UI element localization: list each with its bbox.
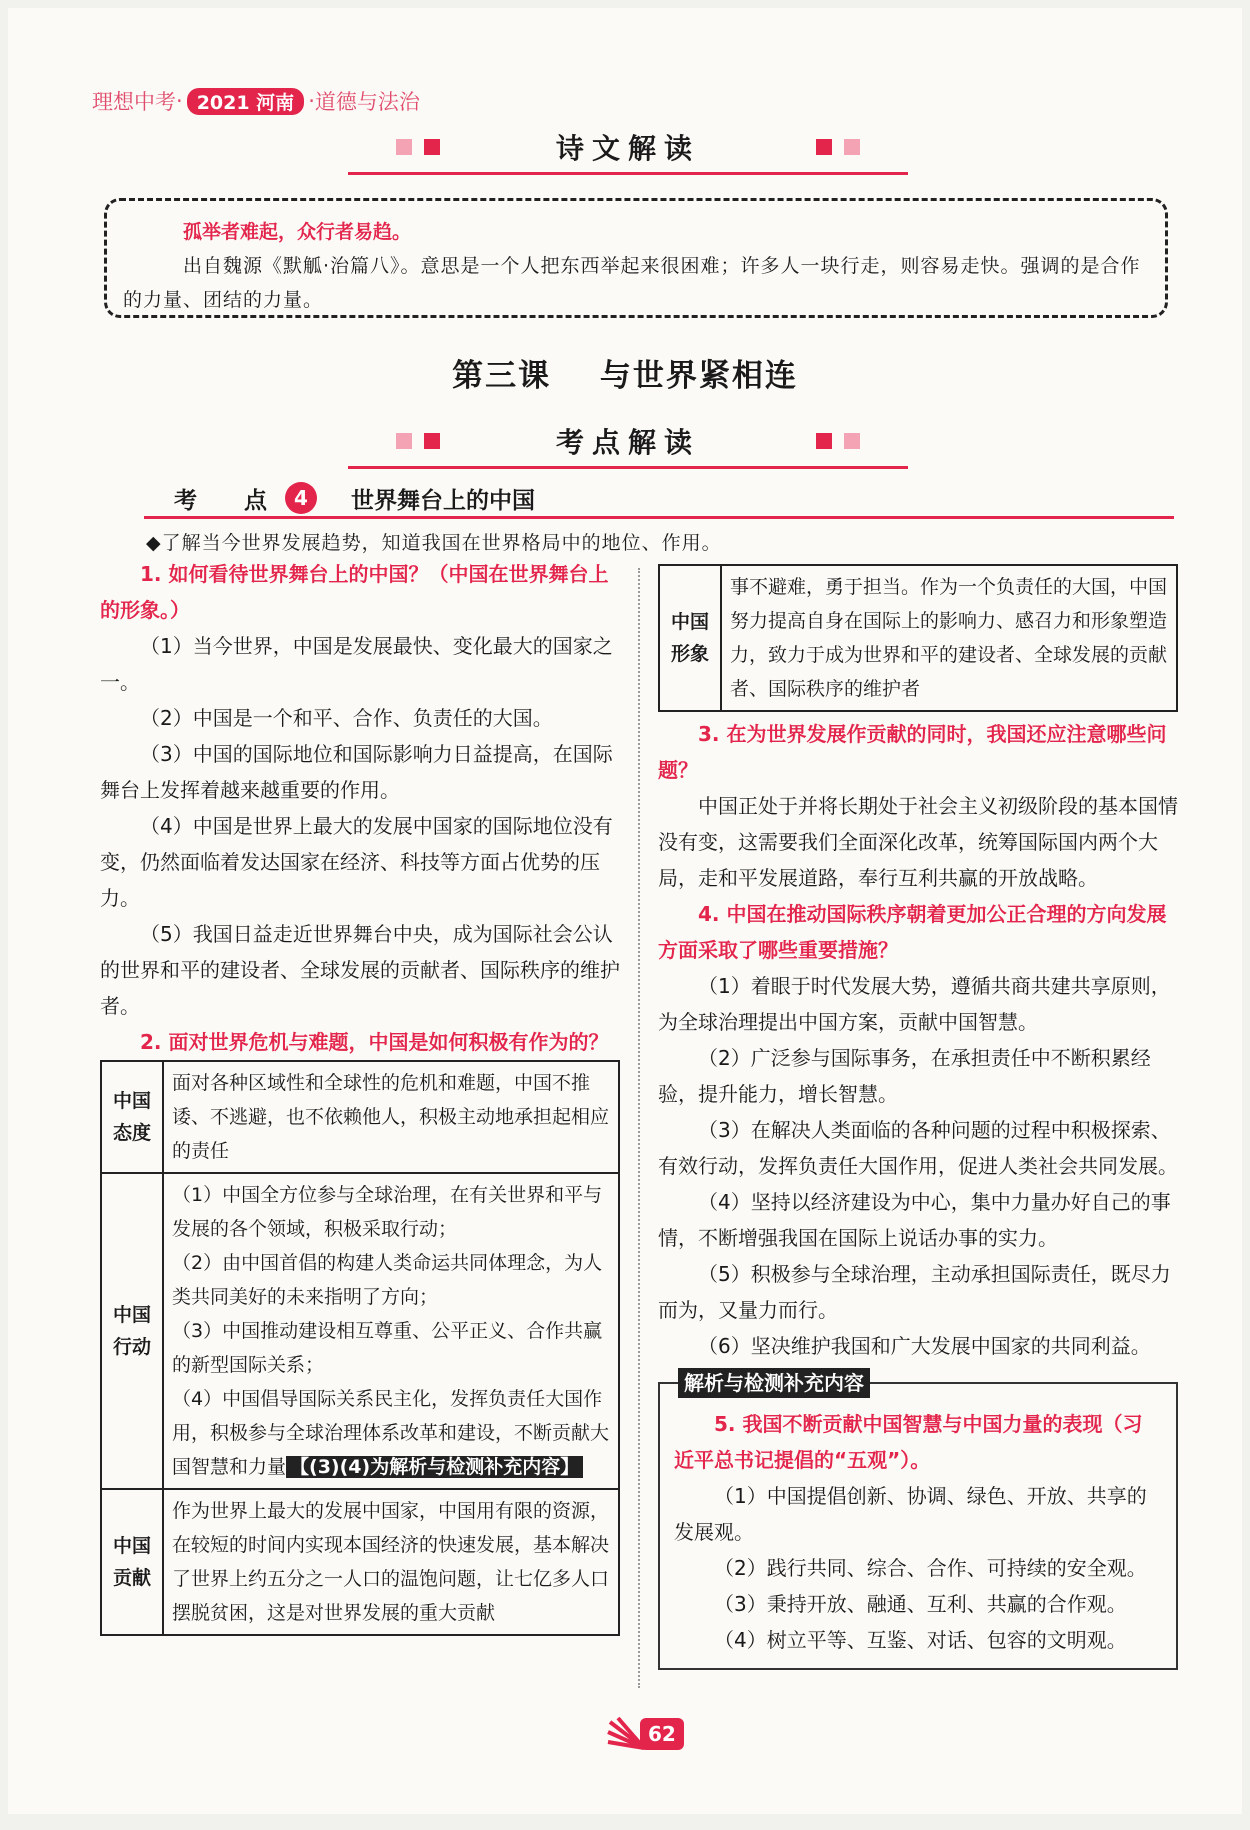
exam-point-bar: [144, 480, 1174, 519]
lesson-title: [8, 350, 1242, 395]
left-column: [100, 556, 620, 1636]
q2-table: [100, 1060, 620, 1636]
lesson-name: 与世界紧相连: [599, 358, 798, 394]
q4-item: （5）积极参与全球治理，主动承担国际责任，既尽力而为，又量力而行。: [658, 1262, 1171, 1322]
q4-item: （2）广泛参与国际事务，在承担责任中不断积累经验，提升能力，增长智慧。: [658, 1046, 1151, 1106]
poem-section-heading: [348, 122, 908, 175]
header-dot: ·: [176, 89, 183, 113]
decor-square-icon: [396, 139, 412, 155]
q3-answer: 中国正处于并将长期处于社会主义初级阶段的基本国情没有变，这需要我们全面深化改革，统筹国际国内两个大局，走和平发展道路，奉行互利共赢的开放战略。: [658, 794, 1178, 890]
poem-quote: 孤举者难起，众行者易趋。: [183, 221, 412, 243]
decor-square-icon: [424, 139, 440, 155]
poem-box: [104, 198, 1168, 318]
header-badge: 2021 河南: [187, 88, 305, 115]
table-head-image: 中国形象: [659, 565, 721, 711]
table-row: [659, 565, 1177, 711]
question-1: 1. 如何看待世界舞台上的中国？（中国在世界舞台上的形象。）: [100, 562, 609, 622]
decor-square-icon: [816, 139, 832, 155]
question-3: 3. 在为世界发展作贡献的同时，我国还应注意哪些问题？: [658, 722, 1167, 782]
exam-section-title: 考点解读: [555, 426, 700, 459]
q5-item: （4）树立平等、互鉴、对话、包容的文明观。: [714, 1628, 1127, 1652]
page-number-badge: [606, 1714, 684, 1754]
question-2: 2. 面对世界危机与难题，中国是如何积极有作为的？: [140, 1030, 609, 1054]
q5-item: （1）中国提倡创新、协调、绿色、开放、共享的发展观。: [674, 1484, 1147, 1544]
action-item: （1）中国全方位参与全球治理，在有关世界和平与发展的各个领域，积极采取行动；: [172, 1184, 603, 1240]
exam-point-title: 世界舞台上的中国: [351, 487, 535, 514]
lesson-number: 第三课: [452, 358, 552, 394]
table-head-action: 中国行动: [101, 1173, 163, 1489]
table-row: [101, 1061, 619, 1173]
table-head-contribution: 中国贡献: [101, 1489, 163, 1635]
header-subject: 道德与法治: [314, 90, 420, 114]
q1-item: （1）当今世界，中国是发展最快、变化最大的国家之一。: [100, 634, 613, 694]
header-dot: ·: [308, 89, 315, 113]
header-series: 理想中考: [92, 90, 176, 114]
q1-item: （4）中国是世界上最大的发展中国家的国际地位没有变，仍然面临着发达国家在经济、科技等方面占优势的压力。: [100, 814, 613, 910]
q4-item: （4）坚持以经济建设为中心，集中力量办好自己的事情，不断增强我国在国际上说话办事的实力。: [658, 1190, 1171, 1250]
page-number: 62: [640, 1718, 684, 1750]
q1-item: （2）中国是一个和平、合作、负责任的大国。: [140, 706, 553, 730]
decor-square-icon: [844, 433, 860, 449]
page: [8, 8, 1242, 1814]
question-5: 5. 我国不断贡献中国智慧与中国力量的表现（习近平总书记提倡的“五观”）。: [674, 1412, 1143, 1472]
action-item-text: （4）中国倡导国际关系民主化，发挥负责任大国作用，积极参与全球治理体系改革和建设，不断贡献大国智慧和力量: [172, 1388, 610, 1478]
supplement-title: 解析与检测补充内容: [678, 1368, 870, 1398]
q1-item: （3）中国的国际地位和国际影响力日益提高，在国际舞台上发挥着越来越重要的作用。: [100, 742, 613, 802]
supplement-content: [674, 1406, 1162, 1658]
action-item: （2）由中国首倡的构建人类命运共同体理念，为人类共同美好的未来指明了方向；: [172, 1252, 603, 1308]
decor-square-icon: [396, 433, 412, 449]
exam-point-number: 4: [285, 482, 317, 514]
decor-square-icon: [844, 139, 860, 155]
image-table: [658, 564, 1178, 712]
exam-section-heading: [348, 416, 908, 469]
q5-item: （3）秉持开放、融通、互利、共赢的合作观。: [714, 1592, 1127, 1616]
exam-requirement: ◆了解当今世界发展趋势，知道我国在世界格局中的地位、作用。: [146, 532, 722, 554]
question-4: 4. 中国在推动国际秩序朝着更加公正合理的方向发展方面采取了哪些重要措施？: [658, 902, 1167, 962]
decor-square-icon: [424, 433, 440, 449]
table-head-attitude: 中国态度: [101, 1061, 163, 1173]
q4-item: （3）在解决人类面临的各种问题的过程中积极探索、有效行动，发挥负责任大国作用，促进人类社会共同发展。: [658, 1118, 1178, 1178]
action-item: [172, 1382, 610, 1484]
table-row: [101, 1489, 619, 1635]
table-row: [101, 1173, 619, 1489]
table-cell-attitude: 面对各种区域性和全球性的危机和难题，中国不推诿、不逃避，也不依赖他人，积极主动地承担起相应的责任: [163, 1061, 619, 1173]
supplement-tag: 【(3)(4)为解析与检测补充内容】: [286, 1456, 583, 1478]
table-cell-contribution: 作为世界上最大的发展中国家，中国用有限的资源，在较短的时间内实现本国经济的快速发展，基本解决了世界上约五分之一人口的温饱问题，让七亿多人口摆脱贫困，这是对世界发展的重大贡献: [163, 1489, 619, 1635]
q1-item: （5）我国日益走近世界舞台中央，成为国际社会公认的世界和平的建设者、全球发展的贡献者、国际秩序的维护者。: [100, 922, 620, 1018]
exam-point-label: 考 点: [174, 487, 279, 514]
running-header: [92, 86, 420, 116]
action-item: （3）中国推动建设相互尊重、公平正义、合作共赢的新型国际关系；: [172, 1320, 603, 1376]
table-cell-action: [163, 1173, 619, 1489]
q4-item: （1）着眼于时代发展大势，遵循共商共建共享原则，为全球治理提出中国方案，贡献中国智慧。: [658, 974, 1171, 1034]
q5-item: （2）践行共同、综合、合作、可持续的安全观。: [714, 1556, 1147, 1580]
column-divider: [638, 568, 640, 1688]
decor-square-icon: [816, 433, 832, 449]
poem-explanation: 出自魏源《默觚·治篇八》。意思是一个人把东西举起来很困难；许多人一块行走，则容易走快。强调的是合作的力量、团结的力量。: [123, 255, 1141, 311]
supplement-box: [658, 1371, 1178, 1670]
poem-section-title: 诗文解读: [555, 132, 700, 165]
right-column: [658, 564, 1178, 1670]
table-cell-image: 事不避难，勇于担当。作为一个负责任的大国，中国努力提高自身在国际上的影响力、感召力和形象塑造力，致力于成为世界和平的建设者、全球发展的贡献者、国际秩序的维护者: [721, 565, 1177, 711]
q4-item: （6）坚决维护我国和广大发展中国家的共同利益。: [698, 1334, 1151, 1358]
